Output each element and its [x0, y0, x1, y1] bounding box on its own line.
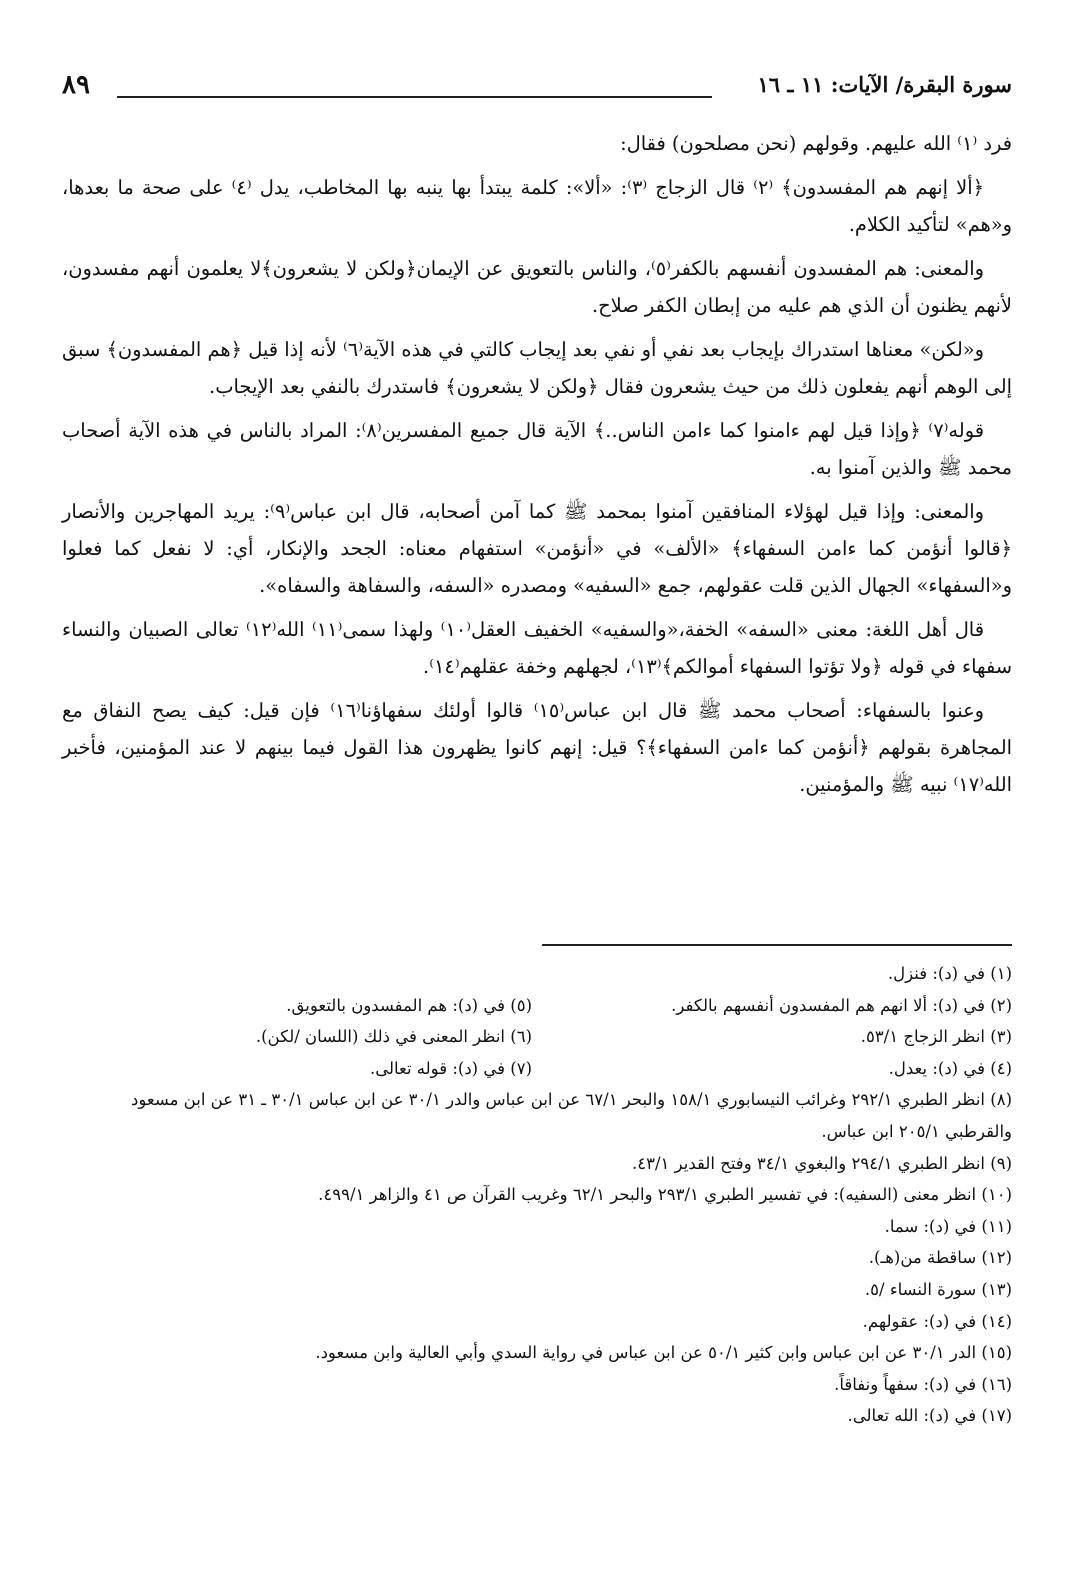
paragraph-4: و«لكن» معناها استدراك بإيجاب بعد نفي أو نفي بعد إيجاب كالتي في هذه الآية⁽٦⁾ لأنه إذا قيل ﴿هم المفسدون﴾ سبق إلى الوهم أنهم يفعلون ذلك من حيث يشعرون فقال ﴿ولكن لا يشعرون﴾ فاستدرك بالنفي بعد الإيجاب.	[62, 338, 1012, 398]
paragraph-2: ﴿ألا إنهم هم المفسدون﴾ ⁽٢⁾ قال الزجاج ⁽٣⁾: «ألا»: كلمة يبتدأ بها ينبه بها المخاطب، يدل ⁽٤⁾ على صحة ما بعدها، و«هم» لتأكيد الكلام.	[62, 176, 1012, 236]
footnote-17: (١٧) في (د): الله تعالى.	[847, 1406, 1012, 1426]
footnote-13: (١٣) سورة النساء /٥.	[864, 1279, 1012, 1299]
footnote-16: (١٦) في (د): سفهاً ونفاقاً.	[834, 1374, 1012, 1394]
footnote-4: (٤) في (د): يعدل.	[888, 1058, 1012, 1078]
page-number: ٨٩	[62, 70, 90, 100]
footnote-row	[62, 990, 1012, 1022]
footnote-2: (٢) في (د): ألا انهم هم المفسدون أنفسهم بالكفر.	[671, 995, 1012, 1015]
paragraph-7: قال أهل اللغة: معنى «السفه» الخفة،«والسفيه» الخفيف العقل⁽١٠⁾ ولهذا سمى⁽١١⁾ الله⁽١٢⁾ تعالى الصبيان والنساء سفهاء في قوله ﴿ولا تؤتوا السفهاء أموالكم﴾⁽١٣⁾، لجهلهم وخفة عقلهم⁽١٤⁾.	[62, 618, 1012, 678]
footnote-5: (٥) في (د): هم المفسدون بالتعويق.	[286, 995, 532, 1015]
footnote-3: (٣) انظر الزجاج ٥٣/١.	[860, 1027, 1012, 1047]
footnote-14: (١٤) في (د): عقولهم.	[862, 1311, 1012, 1331]
footnote-8: (٨) انظر الطبري ٢٩٢/١ وغرائب النيسابوري ١٥٨/١ والبحر ٦٧/١ عن ابن عباس والدر ٣٠/١ عن ابن عباس ٣٠/١ ـ ٣١ عن ابن مسعود والقرطبي ٢٠٥/١ ابن عباس.	[131, 1090, 1012, 1141]
header-title: سورة البقرة/ الآيات: ١١ ـ ١٦	[757, 72, 1012, 97]
paragraph-6: والمعنى: وإذا قيل لهؤلاء المنافقين آمنوا بمحمد ﷺ كما آمن أصحابه، قال ابن عباس⁽٩⁾: يريد المهاجرين والأنصار ﴿قالوا أنؤمن كما ءامن السفهاء﴾ «الألف» في «أنؤمن» استفهام معناه: الجحد والإنكار، أي: لا نفعل كما فعلوا و«السفهاء» الجهال الذين قلت عقولهم، جمع «السفيه» ومصدره «السفه، والسفاهة والسفاه».	[62, 500, 1012, 597]
main-text	[62, 125, 1012, 810]
footnote-row	[62, 1021, 1012, 1053]
running-header	[62, 70, 1012, 106]
footnote-7: (٧) في (د): قوله تعالى.	[369, 1058, 532, 1078]
paragraph-3: والمعنى: هم المفسدون أنفسهم بالكفر⁽٥⁾، والناس بالتعويق عن الإيمان﴿ولكن لا يشعرون﴾لا يعلمون أنهم مفسدون، لأنهم يظنون أن الذي هم عليه من إبطان الكفر صلاح.	[62, 257, 1012, 317]
footnote-12: (١٢) ساقطة من(هـ).	[868, 1248, 1012, 1268]
footnote-row	[62, 1053, 1012, 1085]
paragraph-8: وعنوا بالسفهاء: أصحاب محمد ﷺ قال ابن عباس⁽١٥⁾ قالوا أولئك سفهاؤنا⁽١٦⁾ فإن قيل: كيف يصح النفاق مع المجاهرة بقولهم ﴿أنؤمن كما ءامن السفهاء﴾؟ قيل: إنهم كانوا يظهرون هذا القول فيما بينهم لا عند المؤمنين، فأخبر الله⁽١٧⁾ نبيه ﷺ والمؤمنين.	[62, 699, 1012, 796]
paragraph-1: فرد ⁽١⁾ الله عليهم. وقولهم (نحن مصلحون) فقال:	[620, 132, 1012, 155]
footnotes	[62, 958, 1012, 1432]
paragraph-5: قوله⁽٧⁾ ﴿وإذا قيل لهم ءامنوا كما ءامن الناس..﴾ الآية قال جميع المفسرين⁽٨⁾: المراد بالناس في هذه الآية أصحاب محمد ﷺ والذين آمنوا به.	[62, 419, 1012, 479]
footnote-9: (٩) انظر الطبري ٢٩٤/١ والبغوي ٣٤/١ وفتح القدير ٤٣/١.	[631, 1153, 1012, 1173]
header-rule	[117, 96, 712, 98]
footnote-1: (١) في (د): فنزل.	[887, 964, 1012, 983]
footnote-rule	[542, 944, 1012, 946]
footnote-6: (٦) انظر المعنى في ذلك (اللسان /لكن).	[255, 1027, 532, 1047]
footnote-10: (١٠) انظر معنى (السفيه): في تفسير الطبري ٢٩٣/١ والبحر ٦٢/١ وغريب القرآن ص ٤١ والزاهر ٤٩٩/١.	[318, 1185, 1012, 1205]
footnote-15: (١٥) الدر ٣٠/١ عن ابن عباس وابن كثير ٥٠/١ عن ابن عباس في رواية السدي وأبي العالية وابن مسعود.	[315, 1343, 1012, 1363]
footnote-11: (١١) في (د): سما.	[884, 1216, 1012, 1236]
